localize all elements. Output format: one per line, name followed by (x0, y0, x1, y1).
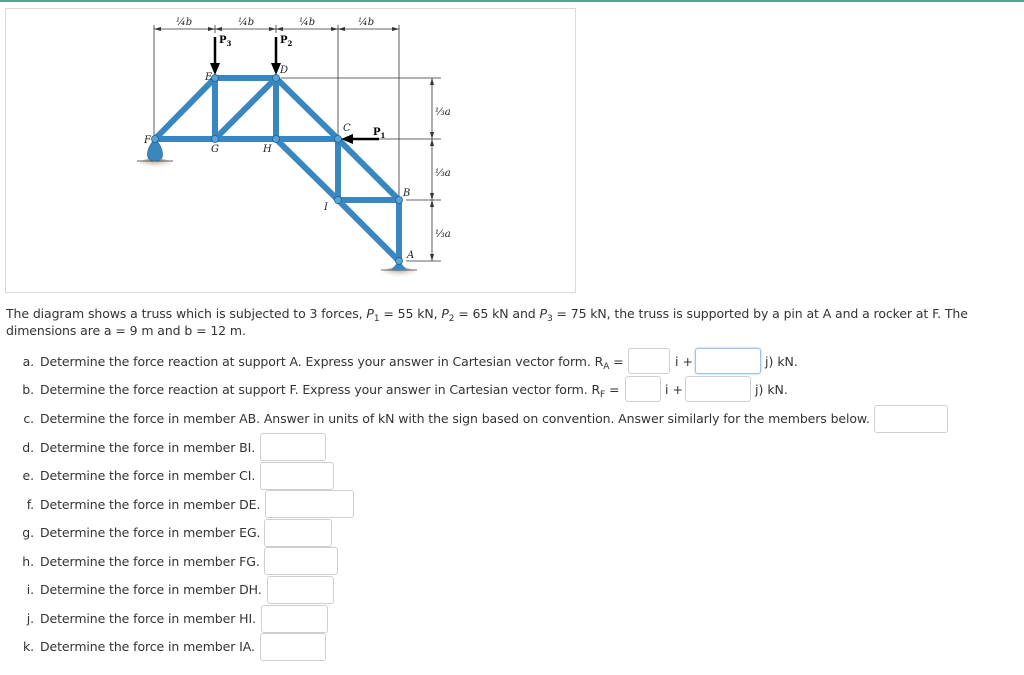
svg-text:A: A (407, 250, 415, 261)
question-c: c. Determine the force in member AB. Answer in units of kN with the sign based on convention. Answer similarly for the members below. (23, 411, 870, 426)
svg-text:⅓a: ⅓a (435, 107, 451, 118)
j-unit-label: j) kN. (765, 354, 798, 369)
svg-text:B: B (403, 188, 411, 199)
question-i: i. Determine the force in member DH. (26, 582, 262, 597)
svg-text:F: F (144, 135, 151, 146)
question-g: g. Determine the force in member EG. (22, 525, 261, 540)
ab-input[interactable] (874, 405, 948, 433)
question-d: d. Determine the force in member BI. (22, 440, 256, 455)
svg-text:¼b: ¼b (299, 17, 316, 28)
eg-input[interactable] (264, 519, 332, 547)
problem-statement: The diagram shows a truss which is subjected to 3 forces, $P_1 = 55$ kN, $P_2 = 65$ kN and $P_3 = 75$ kN, the truss is supported by a pin at A and a rocker at F. The dimensions are a = 9 m and b = 12 m. (6, 306, 968, 338)
svg-text:E: E (205, 72, 213, 83)
truss-svg (1, 1, 601, 301)
de-input[interactable] (265, 490, 354, 518)
ci-input[interactable] (260, 462, 334, 490)
fg-input[interactable] (264, 547, 338, 575)
ra-i-input[interactable] (628, 348, 670, 374)
question-j: j. Determine the force in member HI. (26, 611, 256, 626)
question-a: a. Determine the force reaction at support A. Express your answer in Cartesian vector form. $R_A$ = (22, 354, 624, 372)
svg-text:⅓a: ⅓a (435, 229, 451, 240)
svg-text:¼b: ¼b (358, 17, 375, 28)
question-f: f. Determine the force in member DE. (26, 497, 261, 512)
svg-text:P3: $P_3$ (219, 35, 232, 48)
bi-input[interactable] (260, 433, 326, 461)
question-h: h. Determine the force in member FG. (22, 554, 260, 569)
ia-input[interactable] (260, 633, 326, 661)
svg-text:D: D (280, 65, 289, 76)
rf-i-input[interactable] (625, 376, 661, 402)
svg-text:¼b: ¼b (176, 17, 193, 28)
svg-text:⅓a: ⅓a (435, 168, 451, 179)
truss-diagram (5, 8, 576, 293)
svg-text:P2: $P_2$ (280, 35, 293, 48)
j-unit-label: j) kN. (755, 382, 788, 397)
svg-text:C: C (343, 123, 351, 134)
question-e: e. Determine the force in member CI. (22, 468, 256, 483)
hi-input[interactable] (261, 605, 328, 633)
question-b: b. Determine the force reaction at support F. Express your answer in Cartesian vector form. $R_F$ = (22, 382, 620, 400)
svg-text:P1: $P_1$ (373, 127, 386, 140)
svg-text:I: I (324, 202, 328, 213)
i-unit-label: i + (665, 382, 683, 397)
dh-input[interactable] (267, 576, 334, 604)
svg-text:H: H (263, 144, 272, 155)
svg-text:¼b: ¼b (238, 17, 255, 28)
ra-j-input[interactable] (695, 348, 761, 374)
i-unit-label: i + (675, 354, 693, 369)
question-k: k. Determine the force in member IA. (22, 639, 255, 654)
rf-j-input[interactable] (685, 376, 751, 402)
svg-text:G: G (211, 144, 219, 155)
